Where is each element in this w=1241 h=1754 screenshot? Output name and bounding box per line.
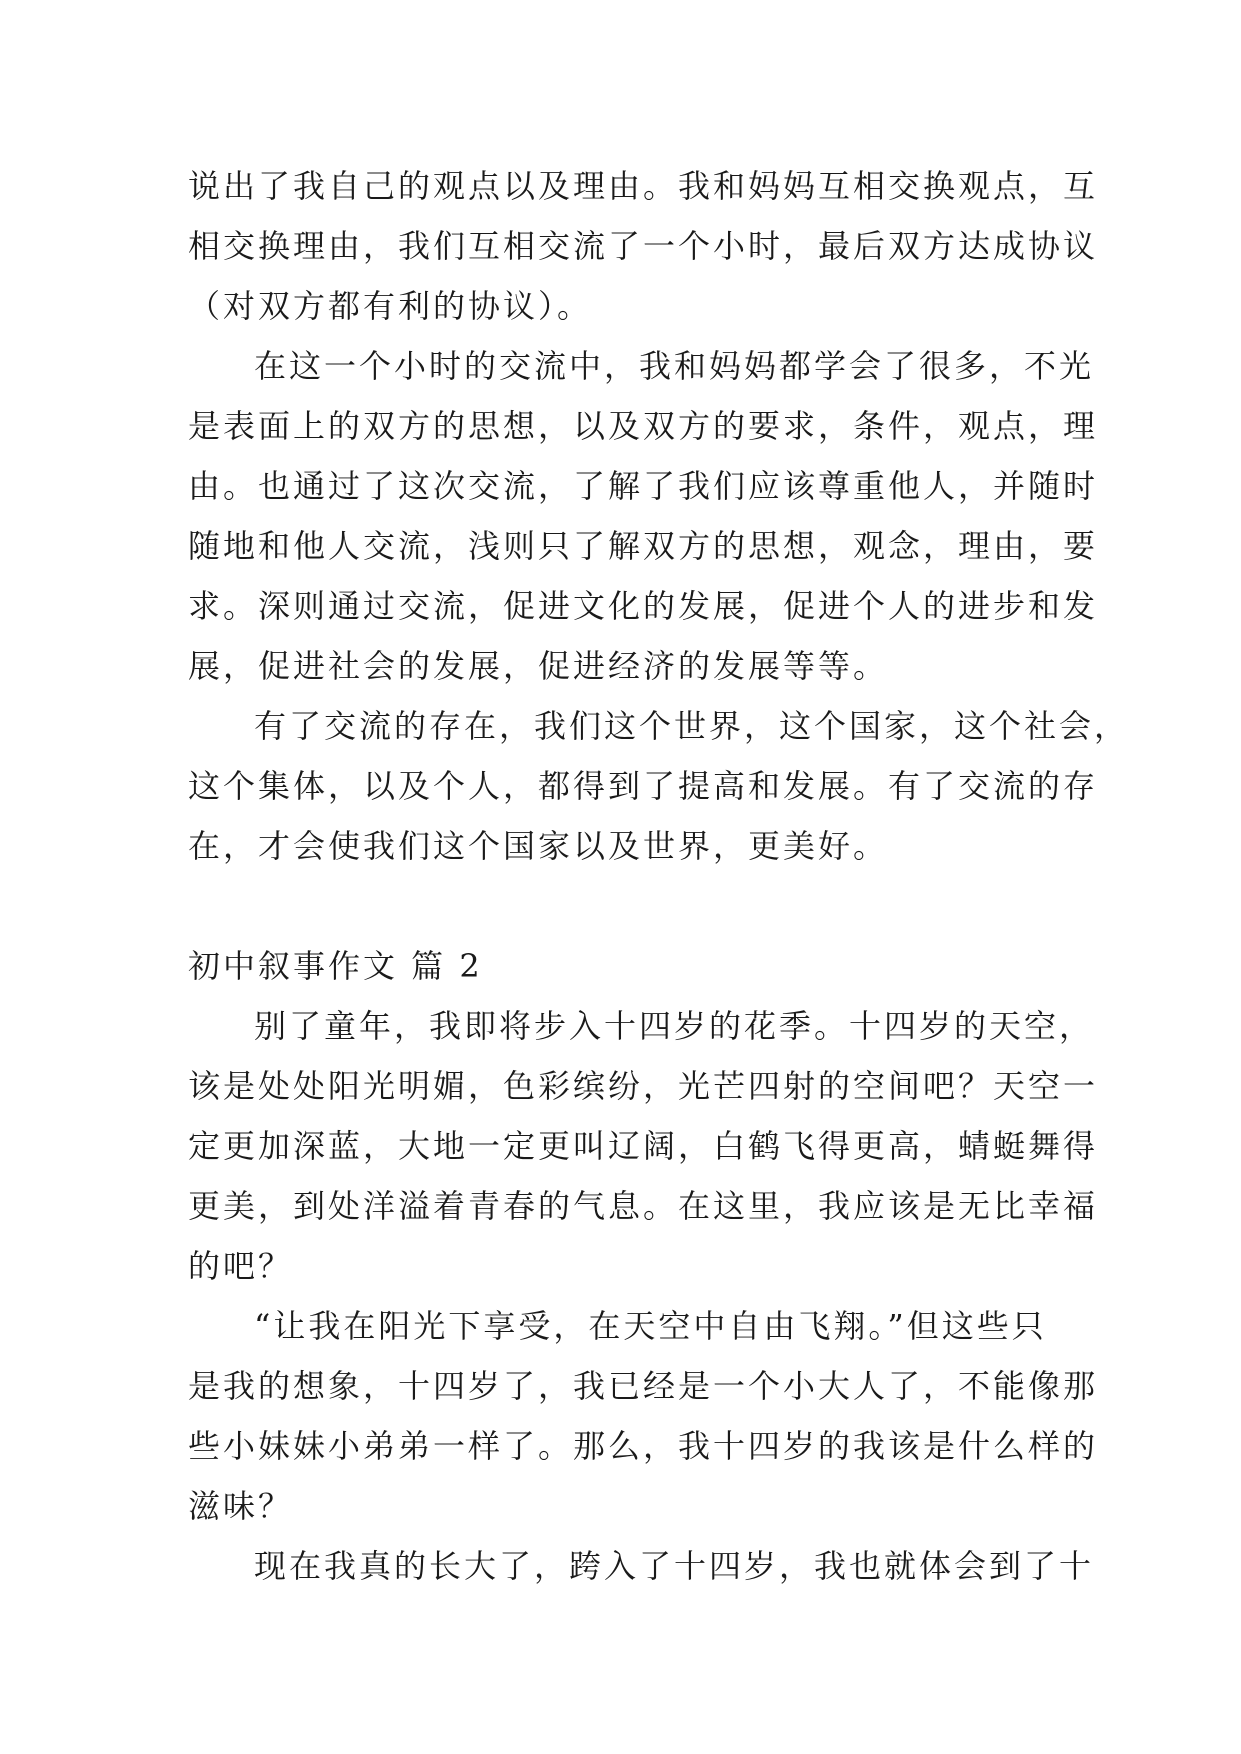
text-line: 该是处处阳光明媚，色彩缤纷，光芒四射的空间吧？天空一: [188, 1067, 1099, 1105]
text-line: 更美，到处洋溢着青春的气息。在这里，我应该是无比幸福: [188, 1187, 1099, 1225]
paragraph-3: [188, 702, 1130, 882]
text-line: 这个集体，以及个人，都得到了提高和发展。有了交流的存: [188, 767, 1099, 805]
paragraph-1: [188, 162, 1099, 342]
text-line: 展，促进社会的发展，促进经济的发展等等。: [188, 647, 889, 685]
text-line: 别了童年，我即将步入十四岁的花季。十四岁的天空，: [254, 1007, 1095, 1045]
text-line: 的吧？: [188, 1247, 294, 1285]
text-line: 现在我真的长大了，跨入了十四岁，我也就体会到了十: [254, 1547, 1095, 1585]
paragraph-5: [188, 1302, 1099, 1542]
text-line: （对双方都有利的协议）。: [188, 287, 593, 325]
section-gap: [188, 882, 1058, 942]
text-line: 由。也通过了这次交流，了解了我们应该尊重他人，并随时: [188, 467, 1099, 505]
text-line: “让我在阳光下享受，在天空中自由飞翔。”但这些只: [254, 1307, 1047, 1345]
document-page: [188, 162, 1130, 1602]
text-line: 相交换理由，我们互相交流了一个小时，最后双方达成协议: [188, 227, 1099, 265]
paragraph-6: [188, 1542, 1095, 1602]
paragraph-2: [188, 342, 1099, 702]
text-line: 有了交流的存在，我们这个世界，这个国家，这个社会，: [254, 707, 1130, 745]
text-line: 说出了我自己的观点以及理由。我和妈妈互相交换观点，互: [188, 167, 1099, 205]
text-line: 求。深则通过交流，促进文化的发展，促进个人的进步和发: [188, 587, 1099, 625]
paragraph-4: [188, 1002, 1099, 1302]
text-line: 在这一个小时的交流中，我和妈妈都学会了很多，不光: [254, 347, 1095, 385]
text-line: 随地和他人交流，浅则只了解双方的思想，观念，理由，要: [188, 527, 1099, 565]
section-heading: 初中叙事作文 篇 2: [188, 947, 483, 985]
text-line: 是表面上的双方的思想，以及双方的要求，条件，观点，理: [188, 407, 1099, 445]
text-line: 是我的想象，十四岁了，我已经是一个小大人了，不能像那: [188, 1367, 1099, 1405]
text-line: 在，才会使我们这个国家以及世界，更美好。: [188, 827, 889, 865]
text-line: 些小妹妹小弟弟一样了。那么，我十四岁的我该是什么样的: [188, 1427, 1099, 1465]
text-line: 滋味？: [188, 1487, 294, 1525]
text-line: 定更加深蓝，大地一定更叫辽阔，白鹤飞得更高，蜻蜓舞得: [188, 1127, 1099, 1165]
